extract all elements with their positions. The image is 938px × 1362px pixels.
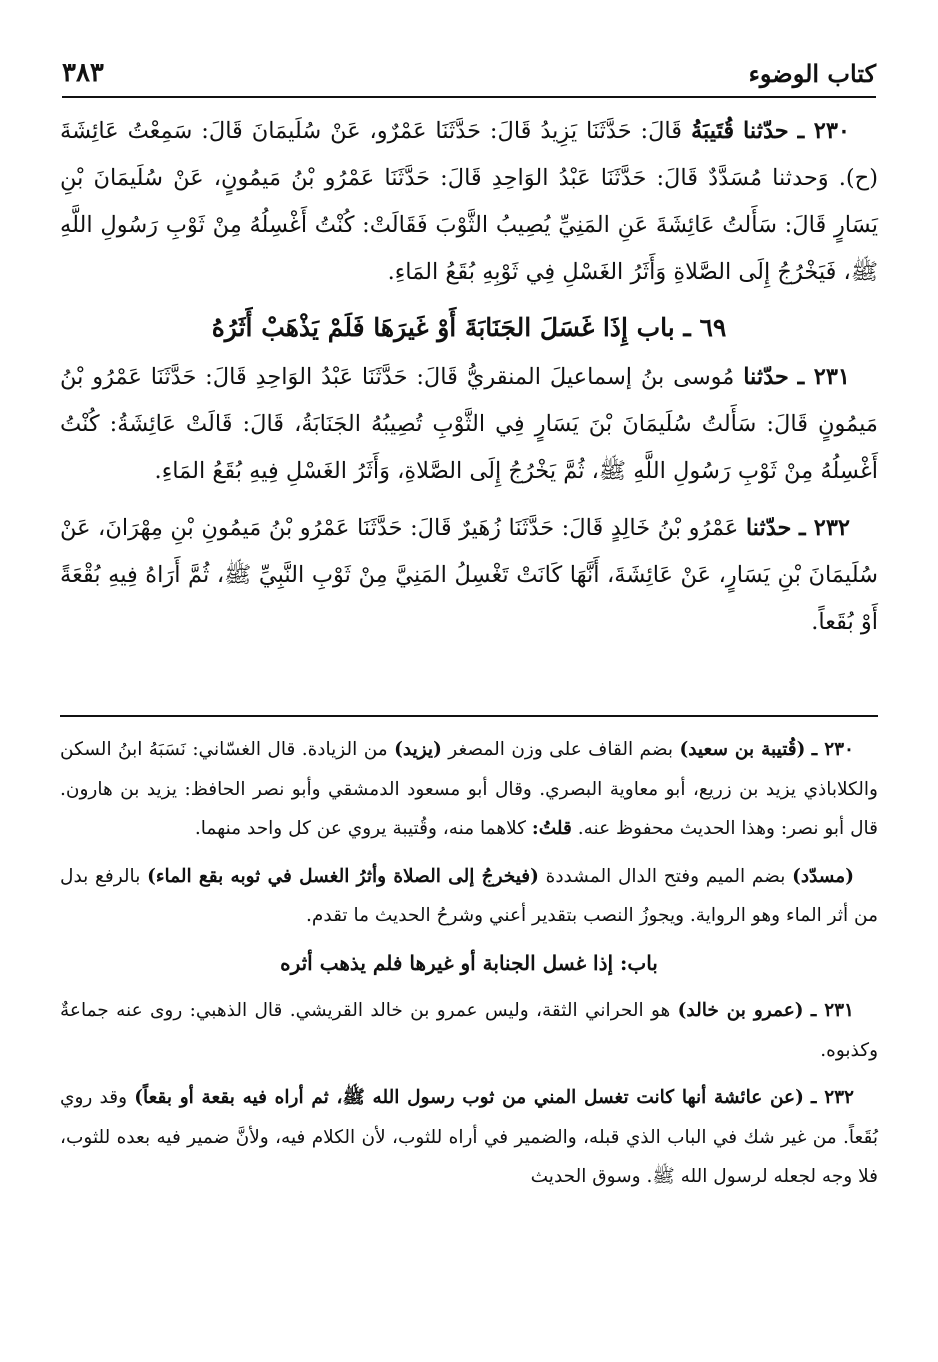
note-bold-term: (فيخرجُ إلى الصلاة وأثرُ الغسل في ثوبه بقع الماء) bbox=[147, 865, 539, 887]
main-text bbox=[60, 108, 878, 656]
narrator-lead: مُوسى بنُ إسماعيلَ المنقريُّ bbox=[466, 364, 735, 390]
footnote-divider bbox=[60, 715, 878, 717]
note-text: وقد روي بُقَعاً. من غير شك في الباب الذي قبله، والضمير في أراه للثوب، لأن الكلام فيه، ولأنَّ ضمير فيه بعده للثوب، فلا وجه لجعله لرسول الله ﷺ. وسوق الحديث bbox=[60, 1087, 878, 1187]
note-bold-term: قلتُ: bbox=[531, 818, 572, 839]
haddathana-word: حدّثنا bbox=[743, 364, 789, 390]
haddathana-word: حدّثنا bbox=[745, 515, 792, 541]
note-230-musaddad bbox=[60, 857, 878, 936]
hadith-232 bbox=[60, 505, 878, 646]
note-231 bbox=[60, 991, 878, 1070]
hadith-number: ٢٣٠ ـ bbox=[797, 118, 851, 144]
hadith-231 bbox=[60, 354, 878, 495]
note-text: بضم القاف على وزن المصغر bbox=[448, 739, 674, 760]
hadith-number: ٢٣٢ ـ bbox=[798, 515, 851, 541]
narrator-lead: قُتَيبَةُ bbox=[690, 118, 735, 144]
narrator-lead: عَمْرُو بْنُ خَالِدٍ bbox=[610, 515, 739, 541]
note-number: ٢٣١ ـ bbox=[810, 1000, 854, 1021]
note-bold-term: (مسدّد) bbox=[792, 865, 854, 887]
note-number: ٢٣٠ ـ bbox=[811, 739, 854, 760]
note-text: بضم الميم وفتح الدال المشددة bbox=[545, 865, 786, 887]
note-bold-term: (عمرو بن خالد) bbox=[677, 1000, 804, 1021]
note-text: بالرفع بدل من أثر الماء وهو الرواية. ويجوزُ النصب بتقدير أعني وشرحُ الحديث ما تقدم. bbox=[60, 865, 878, 926]
note-text: كلاهما منه، وقُتيبة يروي عن كل واحد منهما. bbox=[194, 818, 526, 839]
hadith-text: قَالَ: حَدَّثَنَا يَزِيدُ قَالَ: حَدَّثَنَا عَمْرٌو، عَنْ سُلَيمَانَ قَالَ: سَمِعْتُ عَائِشَةَ (ح). وَحدثنا مُسَدَّدٌ قَالَ: حَدَّثَنَا عَبْدُ الوَاحِدِ قَالَ: حَدَّثَنَا عَمْرُو بْنُ مَيمُونٍ، عَنْ سُلَيمَانَ بْنِ يَسَارٍ قَالَ: سَأَلتُ عَائِشَةَ عَنِ المَنِيِّ يُصِيبُ الثَّوْبَ فَقَالَتْ: كُنْتُ أَغْسِلُهُ مِنْ ثَوْبِ رَسُولِ اللَّهِ ﷺ، فَيَخْرُجُ إِلَى الصَّلاةِ وَأَثَرُ الغَسْلِ فِي ثَوْبِهِ بُقَعُ المَاءِ. bbox=[60, 118, 878, 285]
book-title: كتاب الوضوء bbox=[748, 59, 876, 88]
note-text: هو الحراني الثقة، وليس عمرو بن خالد القريشي. قال الذهبي: روى عنه جماعةٌ وكذبوه. bbox=[60, 1000, 878, 1061]
hadith-text: قَالَ: حَدَّثَنَا زُهَيرٌ قَالَ: حَدَّثَنَا عَمْرُو بْنُ مَيمُونِ بْنِ مِهْرَانَ، عَنْ سُلَيمَانَ بْنِ يَسَارٍ، عَنْ عَائِشَةَ، أَنَّهَا كَانَتْ تَغْسِلُ المَنِيَّ مِنْ ثَوْبِ النَّبِيِّ ﷺ، ثُمَّ أَرَاهُ فِيهِ بُقْعَةً أَوْ بُقَعاً. bbox=[60, 515, 878, 635]
hadith-number: ٢٣١ ـ bbox=[797, 364, 851, 390]
note-bold-term: (قُتيبة بن سعيد) bbox=[679, 739, 806, 760]
hadith-230 bbox=[60, 108, 878, 296]
notes-chapter-heading: باب: إذا غسل الجنابة أو غيرها فلم يذهب أثره bbox=[280, 950, 658, 975]
chapter-heading: ٦٩ ـ باب إِذَا غَسَلَ الجَنَابَةَ أَوْ غَيرَهَا فَلَمْ يَذْهَبْ أَثَرُهُ bbox=[211, 313, 727, 342]
page-number: ٣٨٣ bbox=[62, 58, 104, 88]
note-bold-term: (عن عائشة أنها كانت تغسل المني من ثوب رسول الله ﷺ، ثم أراه فيه بقعة أو بقعاً) bbox=[134, 1087, 804, 1108]
page-header bbox=[62, 50, 876, 98]
commentary-notes bbox=[60, 730, 878, 1205]
haddathana-word: حدّثنا bbox=[743, 118, 789, 144]
note-bold-term: (يزيد) bbox=[394, 739, 442, 760]
note-text: من الزيادة. قال الغسّاني: نَسَبَهُ ابنُ السكن والكلاباذي يزيد بن زريع، أبو معاوية البصري. وقال أبو مسعود الدمشقي وأبو نصر الحافظ: يزيد بن هارون. قال أبو نصر: وهذا الحديث محفوظ عنه. bbox=[60, 739, 878, 839]
hadith-text: قَالَ: حَدَّثَنَا عَبْدُ الوَاحِدِ قَالَ: حَدَّثَنَا عَمْرُو بْنُ مَيمُونٍ قَالَ: سَأَلتُ سُلَيمَانَ بْنَ يَسَارٍ فِي الثَّوْبِ تُصِيبُهُ الجَنَابَةُ، قَالَ: قَالَتْ عَائِشَةُ: كُنْتُ أَغْسِلُهُ مِنْ ثَوْبِ رَسُولِ اللَّهِ ﷺ، ثُمَّ يَخْرُجُ إِلَى الصَّلاةِ، وَأَثَرُ الغَسْلِ فِيهِ بُقَعُ المَاءِ. bbox=[60, 364, 878, 484]
note-232 bbox=[60, 1078, 878, 1197]
note-230 bbox=[60, 730, 878, 849]
note-number: ٢٣٢ ـ bbox=[811, 1087, 854, 1108]
